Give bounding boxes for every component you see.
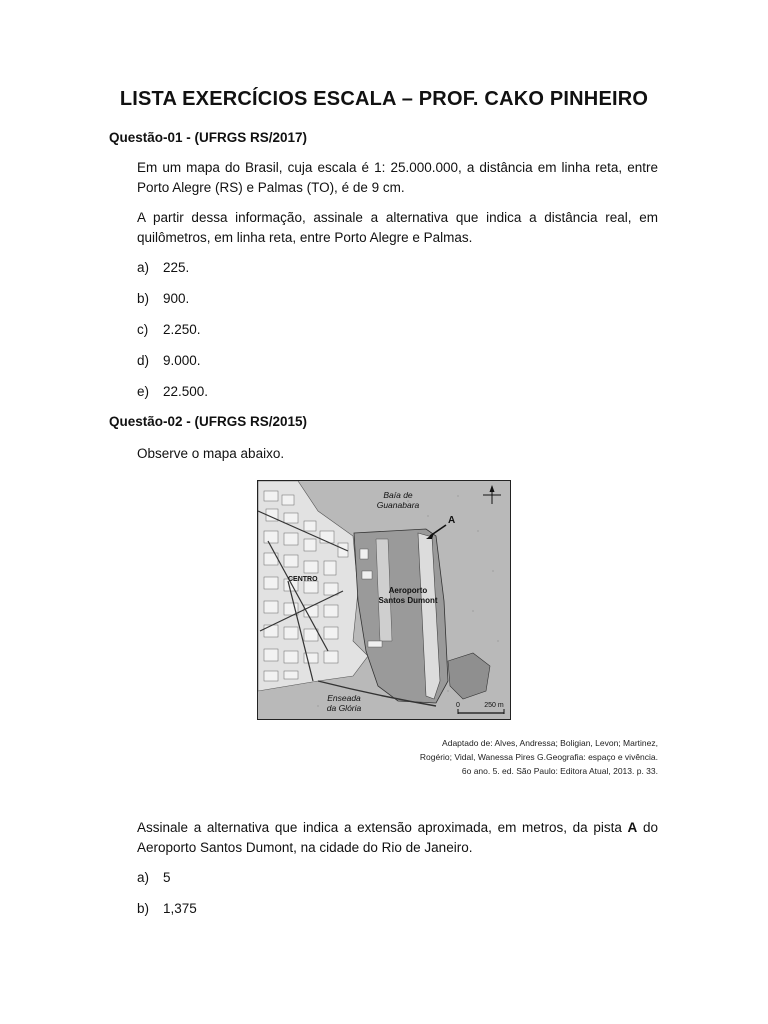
option-letter: c) bbox=[137, 322, 149, 337]
map-label-enseada-line1: Enseada bbox=[327, 693, 361, 703]
option-text: 225. bbox=[163, 260, 190, 275]
caption-line-1: Adaptado de: Alves, Andressa; Boligian, Levon; Martinez, bbox=[442, 738, 658, 748]
prompt-part-1: Assinale a alternativa que indica a extensão aproximada, em metros, da pista bbox=[137, 820, 628, 835]
page-title: LISTA EXERCÍCIOS ESCALA – PROF. CAKO PINHEIRO bbox=[119, 88, 649, 110]
question-2-heading: Questão-02 - (UFRGS RS/2015) bbox=[109, 414, 308, 429]
map-label-airport-line2: Santos Dumont bbox=[378, 596, 438, 605]
map-scale-zero: 0 bbox=[456, 702, 460, 709]
option-letter: b) bbox=[137, 901, 150, 916]
map-label-bay-line1: Baía de bbox=[383, 490, 413, 500]
map-scale-value: 250 m bbox=[484, 702, 504, 709]
question-1-option-d bbox=[137, 353, 201, 368]
question-2-intro: Observe o mapa abaixo. bbox=[137, 446, 285, 461]
map-label-a: A bbox=[448, 515, 456, 526]
question-1-option-a bbox=[137, 260, 189, 275]
option-letter: e) bbox=[137, 384, 150, 399]
map-label-bay-line2: Guanabara bbox=[376, 500, 420, 510]
option-text: 900. bbox=[163, 291, 190, 306]
caption-line-3: 6o ano. 5. ed. São Paulo: Editora Atual, 2013. p. 33. bbox=[461, 766, 658, 776]
map-label-centro: CENTRO bbox=[288, 576, 318, 583]
map-caption bbox=[420, 736, 658, 778]
prompt-bold-a: A bbox=[627, 820, 638, 835]
option-text: 2.250. bbox=[163, 322, 201, 337]
map-label-airport-line1: Aeroporto bbox=[388, 586, 428, 595]
question-1-prompt: A partir dessa informação, assinale a alternativa que indica a distância real, em quilômetros, em linha reta, entre Porto Alegre e Palmas. bbox=[137, 210, 658, 245]
caption-line-2: Rogério; Vidal, Wanessa Pires G.Geografia: espaço e vivência. bbox=[419, 752, 658, 762]
option-letter: b) bbox=[137, 291, 150, 306]
map-label-enseada-line2: da Glória bbox=[326, 703, 362, 713]
question-2-option-a bbox=[137, 870, 171, 885]
question-1-option-b bbox=[137, 291, 189, 306]
question-1-option-c bbox=[137, 322, 201, 337]
prompt-part-2: do Aeroporto Santos Dumont, na cidade do Rio de Janeiro. bbox=[137, 820, 658, 855]
question-2-option-b bbox=[137, 901, 197, 916]
question-1-option-e bbox=[137, 384, 208, 399]
airport-map bbox=[257, 480, 511, 720]
option-text: 1,375 bbox=[163, 901, 197, 916]
option-text: 22.500. bbox=[163, 384, 209, 399]
question-2-prompt bbox=[137, 818, 658, 858]
option-letter: d) bbox=[137, 353, 150, 368]
option-text: 9.000. bbox=[163, 353, 201, 368]
question-1-statement: Em um mapa do Brasil, cuja escala é 1: 25.000.000, a distância em linha reta, entre Porto Alegre (RS) e Palmas (TO), é de 9 cm. bbox=[137, 160, 658, 195]
option-letter: a) bbox=[137, 870, 150, 885]
option-letter: a) bbox=[137, 260, 150, 275]
option-text: 5 bbox=[163, 870, 171, 885]
question-1-heading: Questão-01 - (UFRGS RS/2017) bbox=[109, 130, 308, 145]
